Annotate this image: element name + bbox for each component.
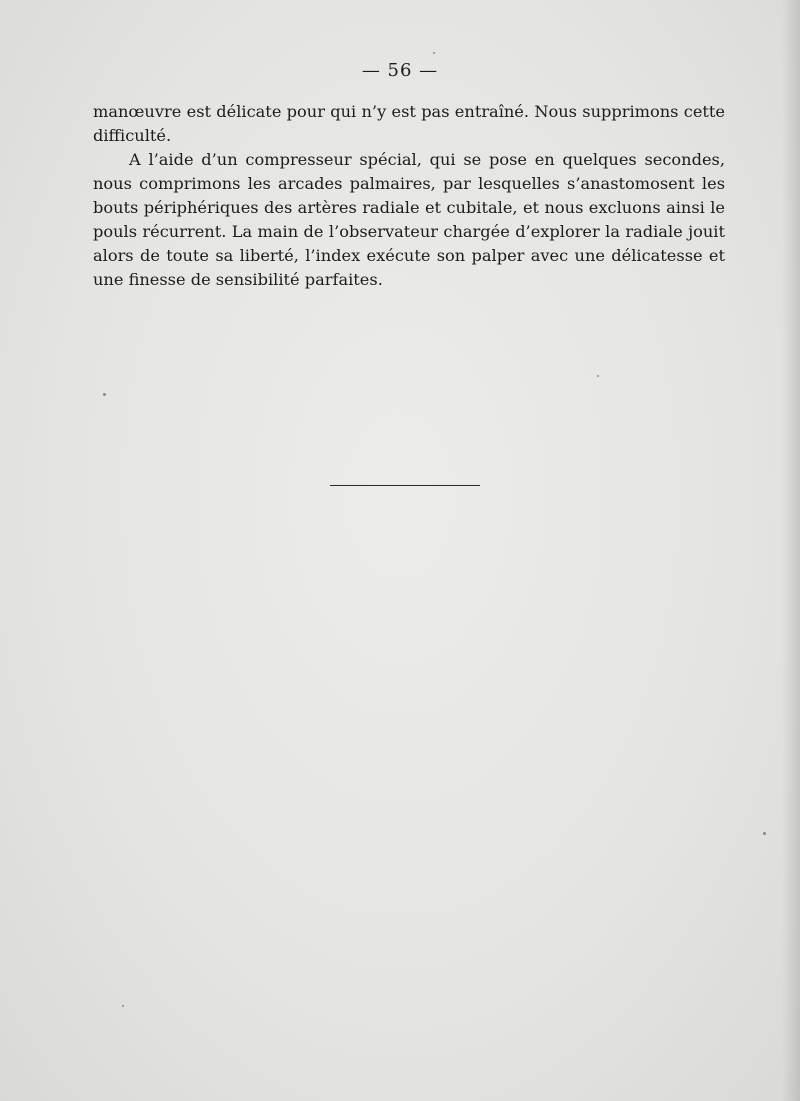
paper-speck bbox=[433, 52, 435, 54]
paragraph-compressor: A l’aide d’un compresseur spécial, qui se pose en quelques secondes, nous comprimons les arcades palmaires, par lesquelles s’anastomosent les bouts périphériques des artères radiale et cubitale, et nous excluons ainsi le pouls récurrent. La main de l’observateur chargée d’explorer la radiale jouit alors de toute sa liberté, l’index exécute son palper avec une délicatesse et une finesse de sensibilité parfaites. bbox=[93, 150, 725, 289]
section-end-rule bbox=[330, 485, 480, 486]
paper-speck bbox=[597, 375, 599, 377]
paper-speck bbox=[103, 393, 106, 396]
paper-speck bbox=[122, 1005, 124, 1007]
body-text bbox=[93, 100, 725, 292]
paragraph-continuation: manœuvre est délicate pour qui n’y est pas entraîné. Nous supprimons cette difficulté. bbox=[93, 102, 725, 145]
page-number: — 56 — bbox=[361, 60, 439, 81]
paper-speck bbox=[763, 832, 766, 835]
